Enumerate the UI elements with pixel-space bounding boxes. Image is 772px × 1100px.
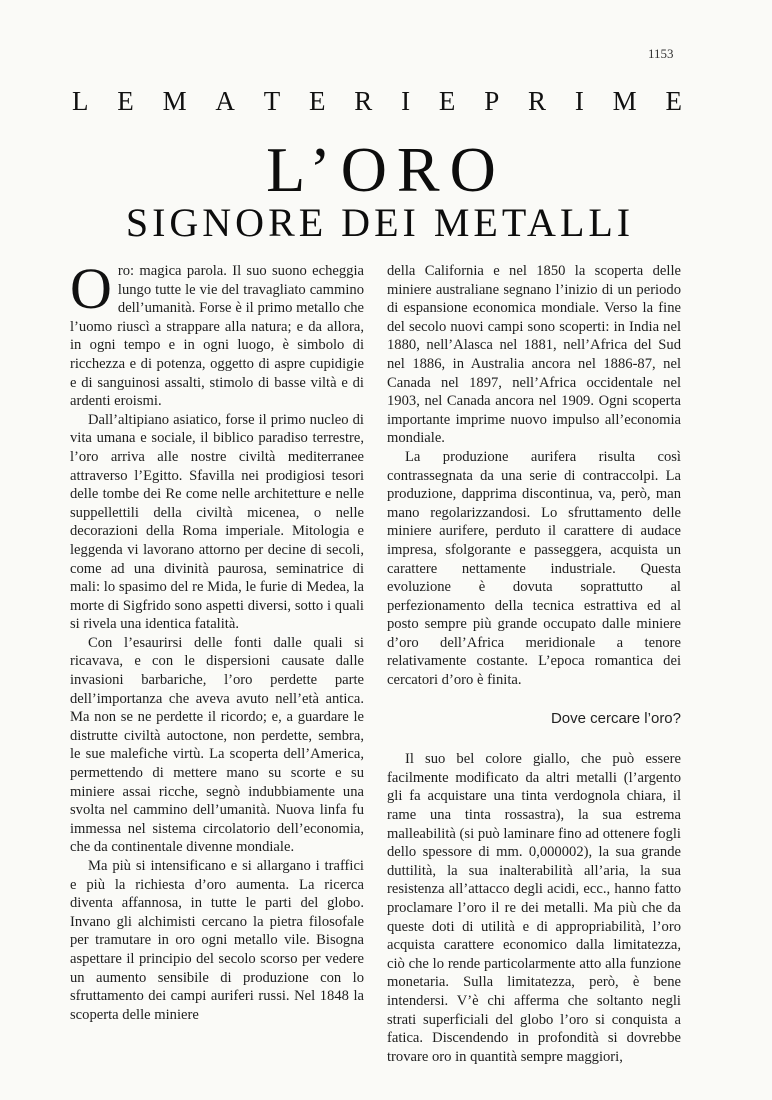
kicker-letter: L [72,86,89,116]
kicker-letter: E [309,86,326,116]
article-title: L’ORO [266,134,506,205]
kicker-letter: E [438,86,456,116]
section-kicker [72,86,682,117]
paragraph [70,256,364,411]
paragraph: della California e nel 1850 la scoperta delle miniere australiane segnano l’inizio di un periodo di espansione economica mondiale. Verso la fine del secolo nuovi campi sono scoperti: in India nel 1880, nell’Alasca nel 1881, nell’Africa del Sud nel 1886, in Australia ancora nel 1886-87, nel Canada nel 1897, nell’Africa occidentale nel 1903, nel Canada ancora nel 1909. Ogni scoperta importante imprime nuovo impulso all’economia mondiale. [387,263,681,447]
kicker-letter: I [574,86,584,116]
paragraph: Con l’esaurirsi delle fonti dalle quali si ricavava, e con le dispersioni causate dalle invasioni barbariche, l’oro perdette parte dell’importanza che aveva avuto nell’età antica. Ma non se ne perdette il ricordo; e, a guardare le distrutte civiltà autoctone, non perdette, sembra, le sue malefiche virtù. La scoperta dell’America, permettendo di mettere mano su scorte e su miniere assai ricche, segnò indubbiamente una svolta nel cammino dell’umanità. Nuova linfa fu immessa nel sistema circolatorio dell’economia, che da continentale divenne mondiale. [70,634,364,856]
article-subtitle: SIGNORE DEI METALLI [125,200,635,245]
kicker-letter: E [665,86,682,116]
kicker-letter: E [117,86,134,116]
section-heading: Dove cercare l’oro? [550,709,681,727]
page-number: 1153 [648,46,674,61]
drop-cap: O [70,256,112,321]
paragraph-text: ro: magica parola. Il suo suono echeggia lungo tutte le vie del travagliato cammino dell’umanità. Forse è il primo metallo che l’uomo riuscì a strappare alla natura; e da allora, in ogni tempo e in ogni luogo, è simbolo di ricchezza e di potenza, oggetto di aspre cupidigie e di sanguinosi assalti, stimolo di basse viltà e di ardenti eroismi. [70,263,364,410]
kicker-letter: R [528,86,547,116]
paragraph: Dall’altipiano asiatico, forse il primo nucleo di vita umana e sociale, il biblico paradiso terrestre, l’oro arriva alle nostre civiltà mediterranee attraverso l’Egitto. Sfavilla nei prodigiosi tesori delle tombe dei Re come nelle architetture e nelle suppellettili della civiltà micenea, o nelle decorazioni della Roma imperiale. Mitologia e leggenda vi lavorano attorno per decine di secoli, come ad una divinità paurosa, seminatrice di mali: lo spasimo del re Mida, le furie di Medea, la morte di Sigfrido sono aspetti diversi, sotto i quali si rivela una identica fatalità. [70,411,364,633]
text-column-left [70,256,364,1024]
kicker-letter: R [354,86,373,116]
text-column-right [387,262,681,1066]
kicker-letter: P [484,86,500,116]
kicker-letter: T [263,86,281,116]
paragraph: La produzione aurifera risulta così contrassegnata da una serie di contraccolpi. La produzione, dapprima discontinua, va, però, man mano regolarizzandosi. Lo sfruttamento delle miniere aurifere, perduto il carattere di audace impresa, sfolgorante e passeggera, acquista un carattere nettamente industriale. Questa evoluzione è dovuta soprattutto al perfezionamento della tecnica estrattiva ed al posto sempre più grande occupato dalle miniere d’oro dell’Africa meridionale a tenore relativamente costante. L’epoca romantica dei cercatori d’oro è finita. [387,448,681,689]
kicker-letter: M [162,86,187,116]
kicker-letter: A [215,86,235,116]
kicker-letter: I [401,86,411,116]
paragraph: Il suo bel colore giallo, che può essere facilmente modificato da altri metalli (l’argento gli fa acquistare una tinta verdognola chiara, il rame una tinta rossastra), la sua estrema malleabilità (si può laminare fino ad ottenere fogli dello spessore di mm. 0,000002), la sua grande duttilità, la sua inalterabilità all’aria, la sua resistenza all’attacco degli acidi, ecc., hanno fatto proclamare l’oro il re dei metalli. Ma più che da queste doti di utilità e di appropriabilità, l’oro acquista carattere economico dalla limitatezza, ciò che lo rende particolarmente atto alla funzione monetaria. Sulla limitatezza, però, è bene intendersi. V’è chi afferma che soltanto negli strati superficiali del globo l’oro si conquista a fatica. Discendendo in profondità si dovrebbe trovare oro in quantità sempre maggiori, [387,751,681,1065]
kicker-letter: M [612,86,637,116]
paragraph: Ma più si intensificano e si allargano i traffici e più la richiesta d’oro aumenta. La ricerca diventa affannosa, in tutte le parti del globo. Invano gli alchimisti cercano la pietra filosofale per tramutare in oro ogni metallo vile. Bisogna aspettare il principio del secolo scorso per vedere un aumento sensibile di produzione con lo sfruttamento dei campi auriferi russi. Nel 1848 la scoperta delle miniere [70,858,364,1023]
